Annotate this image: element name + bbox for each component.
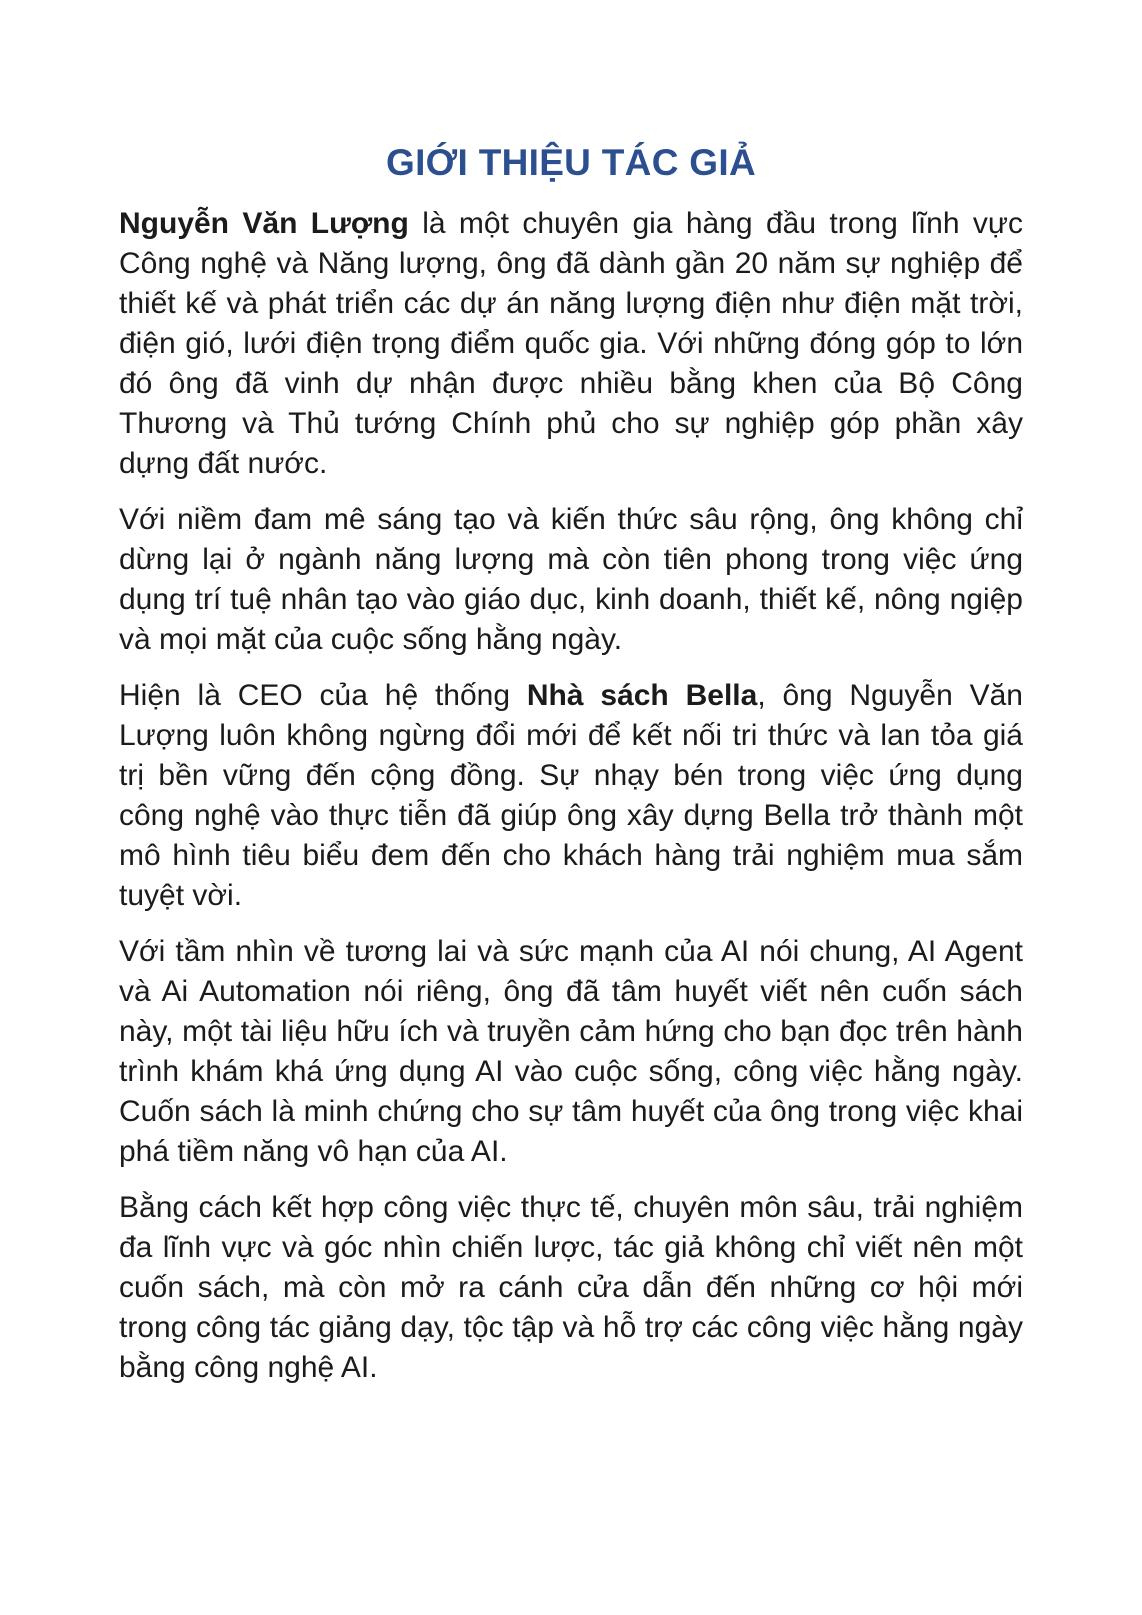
paragraph-5: Bằng cách kết hợp công việc thực tế, chuyên môn sâu, trải nghiệm đa lĩnh vực và góc nhìn chiến lược, tác giả không chỉ viết nên một cuốn sách, mà còn mở ra cánh cửa dẫn đến những cơ hội mới trong công tác giảng dạy, tộc tập và hỗ trợ các công việc hằng ngày bằng công nghệ AI. xyxy=(119,1191,1023,1385)
paragraph-3 xyxy=(119,676,1023,916)
paragraph-1-text: là một chuyên gia hàng đầu trong lĩnh vực Công nghệ và Năng lượng, ông đã dành gần 20 năm sự nghiệp để thiết kế và phát triển các dự án năng lượng điện như điện mặt trời, điện gió, lưới điện trọng điểm quốc gia. Với những đóng góp to lớn đó ông đã vinh dự nhận được nhiều bằng khen của Bộ Công Thương và Thủ tướng Chính phủ cho sự nghiệp góp phần xây dựng đất nước. xyxy=(119,207,1023,481)
author-name: Nguyễn Văn Lượng xyxy=(119,207,409,241)
paragraph-4: Với tầm nhìn về tương lai và sức mạnh của AI nói chung, AI Agent và Ai Automation nói riêng, ông đã tâm huyết viết nên cuốn sách này, một tài liệu hữu ích và truyền cảm hứng cho bạn đọc trên hành trình khám khá ứng dụng AI vào cuộc sống, công việc hằng ngày. Cuốn sách là minh chứng cho sự tâm huyết của ông trong việc khai phá tiềm năng vô hạn của AI. xyxy=(119,935,1023,1169)
paragraph-1 xyxy=(119,204,1023,484)
company-name: Nhà sách Bella xyxy=(526,679,758,713)
paragraph-3-pre: Hiện là CEO của hệ thống xyxy=(119,679,527,713)
author-intro-page xyxy=(119,140,1023,1404)
paragraph-2: Với niềm đam mê sáng tạo và kiến thức sâu rộng, ông không chỉ dừng lại ở ngành năng lượng mà còn tiên phong trong việc ứng dụng trí tuệ nhân tạo vào giáo dục, kinh doanh, thiết kế, nông ngiệp và mọi mặt của cuộc sống hằng ngày. xyxy=(119,503,1023,657)
paragraph-3-post: , ông Nguyễn Văn Lượng luôn không ngừng đổi mới để kết nối tri thức và lan tỏa giá trị bền vững đến cộng đồng. Sự nhạy bén trong việc ứng dụng công nghệ vào thực tiễn đã giúp ông xây dựng Bella trở thành một mô hình tiêu biểu đem đến cho khách hàng trải nghiệm mua sắm tuyệt vời. xyxy=(119,679,1023,913)
page-title: GIỚI THIỆU TÁC GIẢ xyxy=(386,142,756,183)
